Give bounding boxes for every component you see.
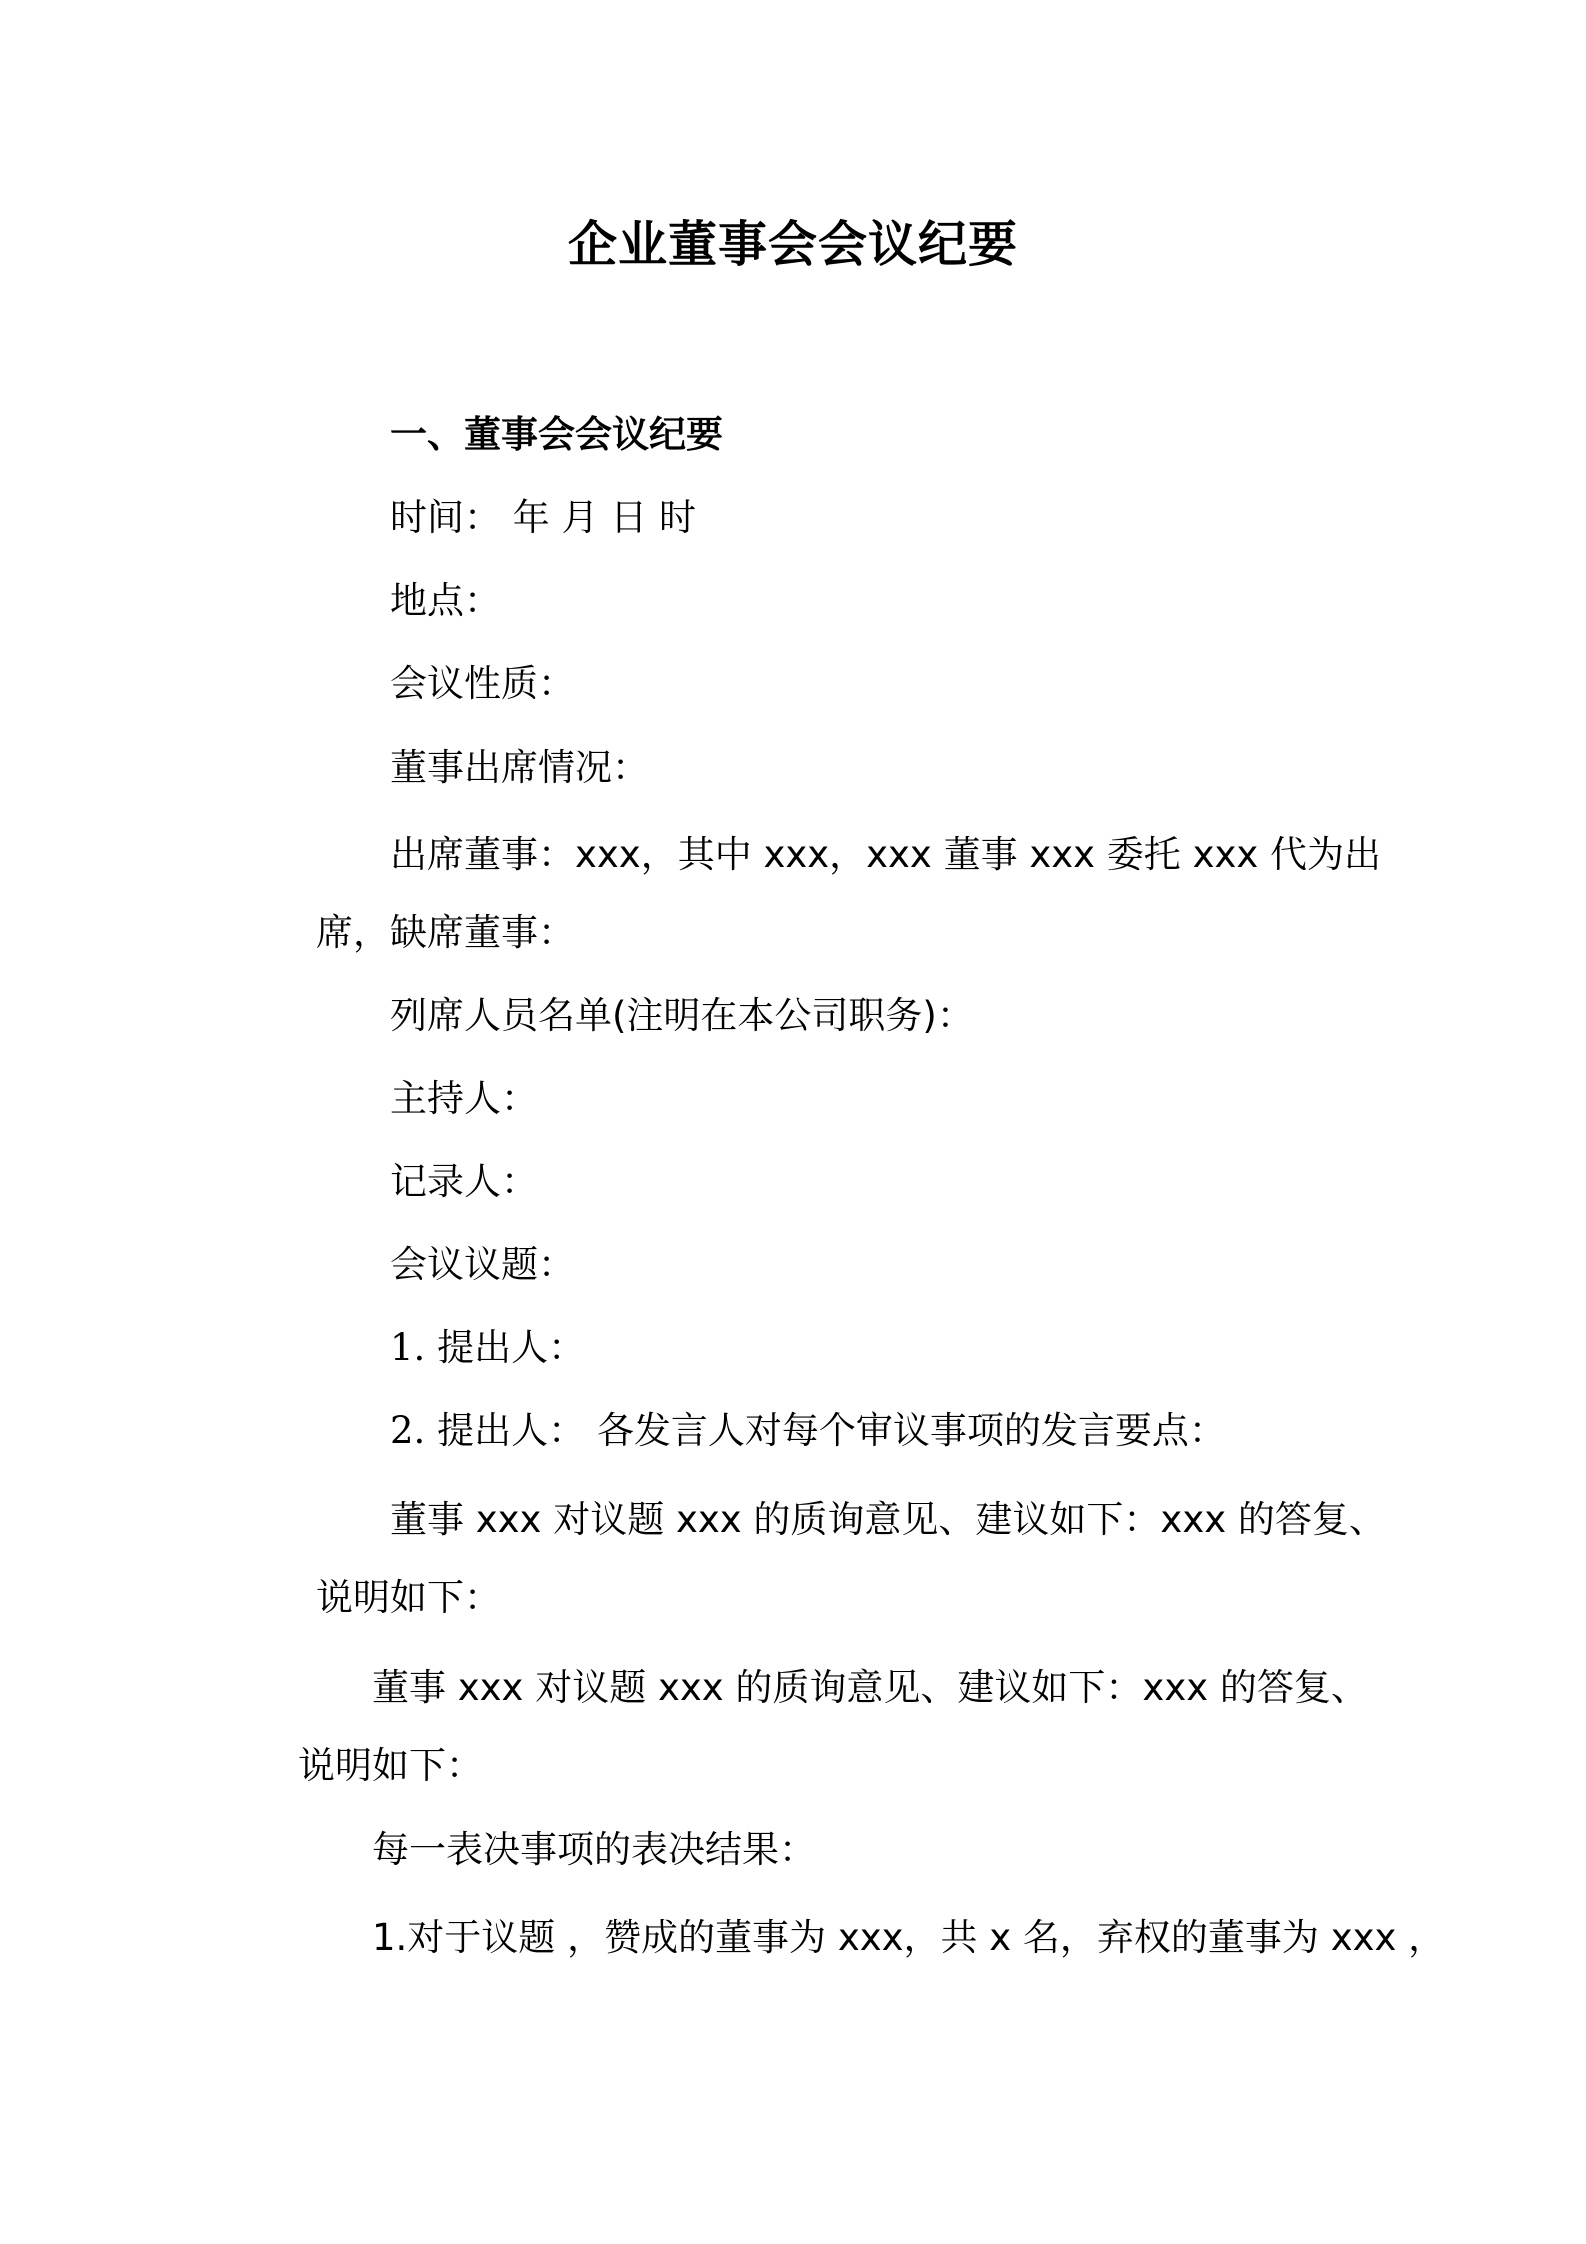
attendance-heading: 董事出席情况： xyxy=(390,746,649,789)
topic-item-2-number: 2. xyxy=(390,1409,426,1452)
recorder-line: 记录人： xyxy=(390,1160,538,1203)
director-opinion-2-line-2: 说明如下： xyxy=(298,1744,483,1787)
host-line: 主持人： xyxy=(390,1077,538,1120)
topic-item-2 xyxy=(390,1406,1226,1456)
vote-result-item-1: 1.对于议题 ，赞成的董事为 xxx，共 x 名，弃权的董事为 xxx ， xyxy=(372,1916,1446,1959)
meeting-topics-line: 会议议题： xyxy=(390,1243,575,1286)
vote-results-heading: 每一表决事项的表决结果： xyxy=(372,1828,816,1871)
director-opinion-2-line-1: 董事 xxx 对议题 xxx 的质询意见、建议如下：xxx 的答复、 xyxy=(372,1666,1368,1709)
topic-item-2-text: 提出人： 各发言人对每个审议事项的发言要点： xyxy=(425,1409,1226,1452)
topic-item-1-text: 提出人： xyxy=(425,1326,586,1369)
director-opinion-1-line-1: 董事 xxx 对议题 xxx 的质询意见、建议如下：xxx 的答复、 xyxy=(390,1498,1386,1541)
meeting-nature-line: 会议性质： xyxy=(390,662,575,705)
section-heading: 一、董事会会议纪要 xyxy=(390,413,723,456)
director-opinion-1-line-2: 说明如下： xyxy=(316,1576,501,1619)
attending-directors-line-2: 席，缺席董事： xyxy=(316,911,575,954)
topic-item-1-number: 1. xyxy=(390,1326,426,1369)
attending-directors-line-1: 出席董事：xxx，其中 xxx，xxx 董事 xxx 委托 xxx 代为出 xyxy=(390,833,1382,876)
time-line: 时间： 年 月 日 时 xyxy=(390,496,697,539)
topic-item-1 xyxy=(390,1323,585,1373)
nonvoting-attendees-line: 列席人员名单(注明在本公司职务)： xyxy=(390,994,974,1037)
location-line: 地点： xyxy=(390,579,501,622)
document-title: 企业董事会会议纪要 xyxy=(567,216,1018,273)
